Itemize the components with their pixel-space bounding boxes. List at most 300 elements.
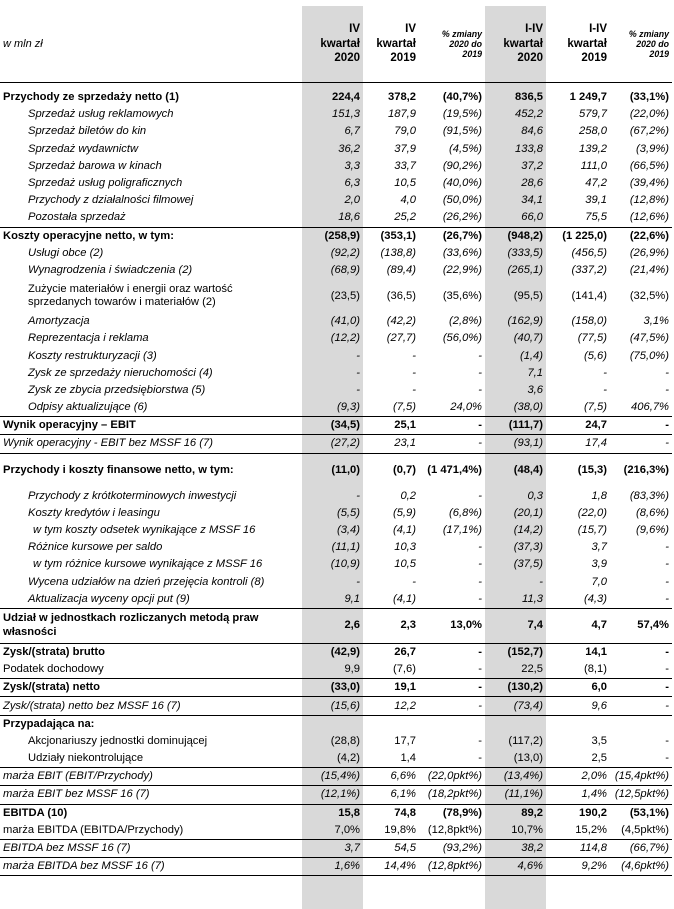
cell-value: -	[419, 697, 485, 715]
cell-value: 6,3	[344, 177, 360, 190]
row-label: EBITDA (10)	[0, 804, 302, 822]
row-label: Przychody z działalności filmowej	[28, 194, 194, 207]
cell-value: -	[665, 663, 669, 676]
cell-value: 10,7%	[511, 823, 543, 836]
cell-value: (12,2)	[330, 332, 360, 345]
cell-value: 57,4%	[610, 608, 672, 643]
cell-value: (152,7)	[485, 643, 546, 661]
cell-value: 37,2	[521, 159, 543, 172]
table-row	[0, 574, 672, 591]
table-row	[0, 313, 672, 330]
cell-value: 47,2	[585, 177, 607, 190]
cell-value: 14,4%	[363, 858, 419, 876]
cell-value: (948,2)	[485, 227, 546, 245]
cell-value: (37,5)	[513, 558, 543, 571]
cell-value: (333,5)	[507, 246, 543, 259]
table-row	[0, 522, 672, 539]
cell-value: 3,5	[591, 734, 607, 747]
cell-value: 1 249,7	[546, 83, 610, 107]
cell-value: 6,7	[344, 125, 360, 138]
table-row	[0, 330, 672, 347]
cell-value: 4,6%	[485, 858, 546, 876]
cell-value: (22,0pkt%)	[419, 768, 485, 786]
cell-value: -	[478, 663, 482, 676]
cell-value: 3,7	[302, 839, 363, 857]
cell-value: 15,2%	[575, 823, 607, 836]
cell-value: 39,1	[585, 194, 607, 207]
cell-value: (4,2)	[336, 752, 360, 765]
cell-value: 258,0	[579, 125, 607, 138]
row-label: Koszty operacyjne netto, w tym:	[0, 227, 302, 245]
cell-value: 17,7	[394, 734, 416, 747]
cell-value: 0,2	[400, 489, 416, 502]
cell-value: 74,8	[363, 804, 419, 822]
cell-value: 7,4	[485, 608, 546, 643]
cell-value: -	[478, 592, 482, 605]
cell-value: (27,7)	[386, 332, 416, 345]
cell-value: 3,3	[344, 159, 360, 172]
cell-value: (12,8pkt%)	[419, 858, 485, 876]
cell-value: (26,2%)	[442, 211, 482, 224]
table-row	[0, 750, 672, 768]
cell-value: (15,7)	[577, 524, 607, 537]
table-row	[0, 262, 672, 279]
cell-value: 2,5	[591, 752, 607, 765]
row-label: Zysk/(strata) netto bez MSSF 16 (7)	[0, 697, 302, 715]
cell-value: (8,1)	[583, 663, 607, 676]
cell-value: -	[610, 643, 672, 661]
cell-value: (22,0)	[577, 506, 607, 519]
cell-value: 9,2%	[546, 858, 610, 876]
cell-value: (26,7%)	[419, 227, 485, 245]
cell-value: -	[356, 575, 360, 588]
table-row	[0, 141, 672, 158]
table-row	[0, 347, 672, 364]
cell-value: 139,2	[579, 142, 607, 155]
cell-value: (3,9%)	[636, 142, 669, 155]
table-row	[0, 399, 672, 417]
cell-value: (33,1%)	[610, 83, 672, 107]
table-row	[0, 608, 672, 643]
cell-value: 11,3	[522, 592, 543, 605]
header-row	[0, 6, 672, 83]
row-label: Sprzedaż usług poligraficznych	[28, 177, 183, 190]
cell-value: -	[356, 349, 360, 362]
cell-value: -	[419, 435, 485, 453]
row-label: w tym różnice kursowe wynikające z MSSF 16	[33, 558, 263, 571]
cell-value: (5,9)	[392, 506, 416, 519]
cell-value: -	[610, 435, 672, 453]
cell-value: (17,1%)	[442, 524, 482, 537]
cell-value	[485, 715, 546, 733]
cell-value: (2,8%)	[449, 315, 482, 328]
cell-value: 84,6	[521, 125, 543, 138]
row-label: Usługi obce (2)	[28, 246, 104, 259]
cell-value: (4,1)	[392, 592, 416, 605]
row-label: Udziały niekontrolujące	[28, 752, 144, 765]
cell-value: (4,5pkt%)	[621, 823, 669, 836]
table-row	[0, 417, 672, 435]
cell-value: (56,0%)	[442, 332, 482, 345]
cell-value: 4,7	[546, 608, 610, 643]
cell-value: (95,5)	[513, 289, 543, 302]
cell-value: 7,0%	[334, 823, 360, 836]
cell-value: (26,9%)	[629, 246, 669, 259]
cell-value: -	[665, 541, 669, 554]
cell-value: 24,0%	[450, 401, 482, 414]
cell-value: 66,0	[521, 211, 543, 224]
cell-value: -	[665, 734, 669, 747]
cell-value: (1,4)	[519, 349, 543, 362]
cell-value: 25,2	[394, 211, 416, 224]
cell-value: (20,1)	[513, 506, 543, 519]
cell-value: (258,9)	[302, 227, 363, 245]
row-label: Wynik operacyjny – EBIT	[0, 417, 302, 435]
unit-label: w mln zł	[3, 37, 43, 50]
table-row	[0, 158, 672, 175]
cell-value: (33,0)	[302, 679, 363, 697]
row-label: Akcjonariuszy jednostki dominującej	[28, 734, 208, 747]
cell-value: -	[478, 541, 482, 554]
col-header-change-q4: % zmiany 2020 do 2019	[441, 29, 482, 59]
cell-value: 3,9	[591, 558, 607, 571]
cell-value: (19,5%)	[442, 108, 482, 121]
cell-value: 224,4	[302, 83, 363, 107]
row-label: Sprzedaż wydawnictw	[28, 142, 139, 155]
row-label: Sprzedaż biletów do kin	[28, 125, 147, 138]
cell-value: (42,2)	[386, 315, 416, 328]
cell-value: -	[478, 575, 482, 588]
row-label: Koszty restrukturyzacji (3)	[28, 349, 157, 362]
cell-value: (18,2pkt%)	[419, 786, 485, 804]
cell-value: (12,8%)	[629, 194, 669, 207]
cell-value: 3,7	[591, 541, 607, 554]
cell-value: (15,4%)	[302, 768, 363, 786]
cell-value: 7,0	[591, 575, 607, 588]
cell-value: 378,2	[363, 83, 419, 107]
cell-value: (11,0)	[302, 453, 363, 488]
cell-value: 579,7	[579, 108, 607, 121]
cell-value: (35,6%)	[442, 289, 482, 302]
row-label: Zysk ze zbycia przedsiębiorstwa (5)	[28, 383, 206, 396]
cell-value: -	[478, 366, 482, 379]
row-label: Przychody ze sprzedaży netto (1)	[0, 83, 302, 107]
cell-value: -	[419, 643, 485, 661]
cell-value: (73,4)	[485, 697, 546, 715]
row-label: Sprzedaż barowa w kinach	[28, 159, 162, 172]
cell-value: 25,1	[363, 417, 419, 435]
row-label: Udział w jednostkach rozliczanych metodą praw własności	[0, 608, 302, 643]
table-row	[0, 661, 672, 679]
cell-value: -	[665, 558, 669, 571]
cell-value: (11,1%)	[485, 786, 546, 804]
cell-value: (90,2%)	[442, 159, 482, 172]
cell-value: (28,8)	[330, 734, 360, 747]
cell-value: -	[665, 575, 669, 588]
cell-value: (158,0)	[571, 315, 607, 328]
cell-value: 4,0	[400, 194, 416, 207]
col-header-q4-2020: IV kwartał 2020	[320, 23, 360, 65]
cell-value: 10,3	[394, 541, 416, 554]
cell-value: (8,6%)	[636, 506, 669, 519]
cell-value: -	[478, 383, 482, 396]
cell-value: -	[412, 383, 416, 396]
cell-value: -	[603, 366, 607, 379]
cell-value: -	[539, 575, 543, 588]
cell-value: (22,9%)	[442, 263, 482, 276]
cell-value: -	[412, 349, 416, 362]
col-header-change-fy: % zmiany 2020 do 2019	[628, 29, 669, 59]
cell-value: 15,8	[302, 804, 363, 822]
cell-value: 36,2	[338, 142, 360, 155]
table-row	[0, 591, 672, 609]
cell-value: (93,2%)	[419, 839, 485, 857]
cell-value: -	[610, 697, 672, 715]
row-label: w tym koszty odsetek wynikające z MSSF 16	[33, 524, 256, 537]
cell-value: 28,6	[521, 177, 543, 190]
cell-value: 1,4%	[546, 786, 610, 804]
cell-value: 18,6	[338, 211, 360, 224]
cell-value: (41,0)	[330, 315, 360, 328]
cell-value: 452,2	[515, 108, 543, 121]
table-row	[0, 839, 672, 857]
cell-value: (13,0)	[513, 752, 543, 765]
cell-value: (11,1)	[331, 541, 360, 554]
cell-value: (130,2)	[485, 679, 546, 697]
cell-value: -	[665, 366, 669, 379]
cell-value: -	[419, 679, 485, 697]
table-row	[0, 697, 672, 715]
row-label: Podatek dochodowy	[3, 663, 104, 676]
cell-value: 79,0	[394, 125, 416, 138]
cell-value: (4,1)	[392, 524, 416, 537]
table-row	[0, 279, 672, 313]
table-row	[0, 175, 672, 192]
row-label: Wynik operacyjny - EBIT bez MSSF 16 (7)	[0, 435, 302, 453]
table-row	[0, 123, 672, 140]
cell-value: (32,5%)	[629, 289, 669, 302]
cell-value: -	[356, 383, 360, 396]
table-row	[0, 733, 672, 750]
cell-value: (33,6%)	[442, 246, 482, 259]
cell-value: (117,2)	[508, 734, 543, 747]
table-row	[0, 382, 672, 399]
row-label: Zużycie materiałów i energii oraz wartość sprzedanych towarów i materiałów (2)	[28, 282, 233, 309]
cell-value: (9,6%)	[636, 524, 669, 537]
row-label: Sprzedaż usług reklamowych	[28, 108, 174, 121]
cell-value: -	[478, 489, 482, 502]
cell-value: (38,0)	[513, 401, 543, 414]
cell-value: 133,8	[515, 142, 543, 155]
cell-value: (89,4)	[386, 263, 416, 276]
cell-value: -	[356, 366, 360, 379]
table-row	[0, 227, 672, 245]
cell-value: (12,8pkt%)	[427, 823, 482, 836]
cell-value: -	[665, 383, 669, 396]
cell-value: (36,5)	[386, 289, 416, 302]
cell-value: -	[665, 752, 669, 765]
cell-value: -	[412, 575, 416, 588]
cell-value: (27,2)	[302, 435, 363, 453]
cell-value: 3,1%	[643, 315, 669, 328]
row-label: marża EBITDA bez MSSF 16 (7)	[0, 858, 302, 876]
cell-value: 34,1	[521, 194, 543, 207]
cell-value: 12,2	[363, 697, 419, 715]
cell-value: (15,3)	[546, 453, 610, 488]
col-header-q4-2019: IV kwartał 2019	[376, 23, 416, 65]
cell-value: 23,1	[363, 435, 419, 453]
table-row	[0, 556, 672, 573]
cell-value: 7,1	[527, 366, 543, 379]
cell-value: (3,4)	[336, 524, 360, 537]
col-header-fy-2020: I-IV kwartał 2020	[503, 23, 543, 65]
cell-value: 38,2	[485, 839, 546, 857]
cell-value: (92,2)	[330, 246, 360, 259]
cell-value: 19,1	[363, 679, 419, 697]
cell-value: (337,2)	[571, 263, 607, 276]
cell-value: (78,9%)	[419, 804, 485, 822]
cell-value: 26,7	[363, 643, 419, 661]
cell-value: (141,4)	[571, 289, 607, 302]
cell-value: (4,6pkt%)	[610, 858, 672, 876]
cell-value: (37,3)	[513, 541, 543, 554]
cell-value: 190,2	[546, 804, 610, 822]
cell-value: (15,6)	[302, 697, 363, 715]
cell-value: 114,8	[546, 839, 610, 857]
cell-value: (21,4%)	[629, 263, 669, 276]
cell-value: -	[478, 558, 482, 571]
cell-value: (91,5%)	[442, 125, 482, 138]
cell-value: (5,6)	[583, 349, 607, 362]
cell-value: (40,7%)	[419, 83, 485, 107]
cell-value: (7,5)	[392, 401, 416, 414]
table-row	[0, 858, 672, 876]
cell-value	[546, 715, 610, 733]
cell-value: 3,6	[527, 383, 543, 396]
cell-value: (12,6%)	[629, 211, 669, 224]
cell-value: (12,5pkt%)	[610, 786, 672, 804]
cell-value: (39,4%)	[629, 177, 669, 190]
cell-value: 9,1	[344, 592, 360, 605]
cell-value: (34,5)	[302, 417, 363, 435]
cell-value: 19,8%	[384, 823, 416, 836]
cell-value: -	[610, 417, 672, 435]
cell-value: (47,5%)	[629, 332, 669, 345]
row-label: marża EBITDA (EBITDA/Przychody)	[3, 823, 184, 836]
cell-value: (14,2)	[513, 524, 543, 537]
cell-value: 2,3	[363, 608, 419, 643]
cell-value: 111,0	[580, 159, 607, 172]
cell-value: -	[356, 489, 360, 502]
cell-value: (22,6%)	[610, 227, 672, 245]
cell-value: (53,1%)	[610, 804, 672, 822]
table-row	[0, 822, 672, 840]
cell-value: 9,6	[546, 697, 610, 715]
row-label: Reprezentacja i reklama	[28, 332, 149, 345]
cell-value: 17,4	[546, 435, 610, 453]
row-label: Odpisy aktualizujące (6)	[28, 401, 148, 414]
cell-value: 0,3	[527, 489, 543, 502]
cell-value: 14,1	[546, 643, 610, 661]
cell-value: (10,9)	[330, 558, 360, 571]
cell-value: (48,4)	[485, 453, 546, 488]
cell-value: (1 225,0)	[546, 227, 610, 245]
cell-value: 6,6%	[363, 768, 419, 786]
cell-value: 6,1%	[363, 786, 419, 804]
table-row	[0, 365, 672, 382]
table-row	[0, 192, 672, 209]
cell-value: (216,3%)	[610, 453, 672, 488]
row-label: Przychody i koszty finansowe netto, w tym:	[0, 453, 302, 488]
cell-value: -	[419, 417, 485, 435]
table-row	[0, 209, 672, 227]
table-row	[0, 539, 672, 556]
cell-value: 836,5	[485, 83, 546, 107]
cell-value: -	[478, 734, 482, 747]
cell-value: (13,4%)	[485, 768, 546, 786]
table-row	[0, 804, 672, 822]
cell-value: -	[610, 679, 672, 697]
cell-value: 1,8	[591, 489, 607, 502]
table-row	[0, 786, 672, 804]
cell-value: 24,7	[546, 417, 610, 435]
cell-value: 10,5	[394, 177, 416, 190]
cell-value: (67,2%)	[629, 125, 669, 138]
cell-value: (4,3)	[583, 592, 607, 605]
cell-value: (40,0%)	[442, 177, 482, 190]
cell-value: (9,3)	[336, 401, 360, 414]
row-label: Zysk/(strata) netto	[0, 679, 302, 697]
cell-value: 89,2	[485, 804, 546, 822]
cell-value: 1,4	[400, 752, 416, 765]
cell-value: (22,0%)	[629, 108, 669, 121]
cell-value: 33,7	[394, 159, 416, 172]
cell-value: 406,7%	[631, 401, 669, 414]
row-label: Koszty kredytów i leasingu	[28, 506, 160, 519]
cell-value: -	[478, 349, 482, 362]
cell-value: (68,9)	[330, 263, 360, 276]
row-label: EBITDA bez MSSF 16 (7)	[0, 839, 302, 857]
cell-value: 151,3	[332, 108, 360, 121]
cell-value: 6,0	[546, 679, 610, 697]
cell-value: (83,3%)	[629, 489, 669, 502]
row-label: Zysk/(strata) brutto	[0, 643, 302, 661]
cell-value: 187,9	[388, 108, 416, 121]
table-row	[0, 245, 672, 262]
cell-value: 9,9	[344, 663, 360, 676]
cell-value: (162,9)	[507, 315, 543, 328]
row-label: Przypadająca na:	[0, 715, 302, 733]
cell-value: (15,4pkt%)	[610, 768, 672, 786]
financial-results-table	[0, 6, 672, 876]
table-row	[0, 83, 672, 107]
cell-value	[302, 715, 363, 733]
cell-value: (7,6)	[392, 663, 416, 676]
cell-value: -	[665, 592, 669, 605]
table-row	[0, 488, 672, 505]
cell-value: (77,5)	[577, 332, 607, 345]
cell-value: (66,7%)	[610, 839, 672, 857]
row-label: Pozostała sprzedaż	[28, 211, 126, 224]
row-label: Wynagrodzenia i świadczenia (2)	[28, 263, 193, 276]
cell-value: (12,1%)	[302, 786, 363, 804]
row-label: Wycena udziałów na dzień przejęcia kontroli (8)	[28, 575, 265, 588]
cell-value: 54,5	[363, 839, 419, 857]
cell-value: (66,5%)	[629, 159, 669, 172]
cell-value: (5,5)	[336, 506, 360, 519]
table-row	[0, 768, 672, 786]
cell-value: (353,1)	[363, 227, 419, 245]
